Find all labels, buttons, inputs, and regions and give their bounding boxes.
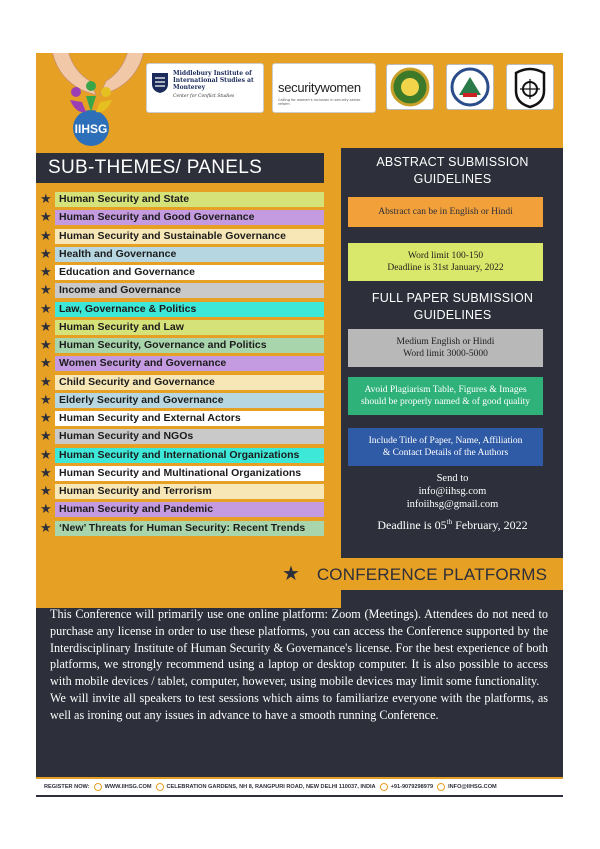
abstract-title: ABSTRACT SUBMISSION GUIDELINES (376, 155, 529, 186)
partner-seal-3 (506, 64, 554, 110)
middlebury-name: Middlebury Institute of International Studies at Monterey (173, 70, 254, 91)
plagiarism-ribbon: Avoid Plagiarism Table, Figures & Images should be properly named & of good quality (348, 377, 543, 415)
star-icon: ★ (40, 319, 52, 335)
star-icon: ★ (40, 356, 52, 372)
platforms-paragraph-2: We will invite all speakers to test sessions which aims to familiarize everyone with the platforms, as well as ironing out any issues in advance to have a smooth running Conference. (50, 690, 548, 722)
send-email-2[interactable]: infoiihsg@gmail.com (406, 499, 499, 510)
register-label: REGISTER NOW: (44, 784, 90, 790)
middlebury-logo (146, 63, 264, 113)
star-icon: ★ (40, 484, 52, 499)
subtheme-label: Child Security and Governance (55, 375, 324, 390)
securitywomen-logo (272, 63, 376, 113)
footer-email[interactable]: INFO@IIHSG.COM (448, 784, 497, 790)
subtheme-label: Human Security and Law (55, 320, 324, 335)
subtheme-label: Human Security and State (55, 192, 324, 207)
subtheme-label: Human Security and Sustainable Governance (55, 229, 324, 244)
subtheme-item (36, 392, 326, 410)
subtheme-item (36, 264, 326, 282)
fullpaper-deadline: Deadline is 05th February, 2022 (377, 518, 528, 532)
institute-seal-icon (507, 65, 553, 109)
star-icon: ★ (40, 374, 52, 390)
fullpaper-title: FULL PAPER SUBMISSION GUIDELINES (371, 291, 534, 322)
subthemes-title: SUB-THEMES/ PANELS (36, 153, 324, 183)
star-icon: ★ (544, 251, 562, 272)
send-email-1[interactable]: info@iihsg.com (418, 486, 487, 497)
abstract-language-ribbon: Abstract can be in English or Hindi (348, 197, 543, 227)
subtheme-item (36, 319, 326, 337)
subtheme-label: Human Security and Terrorism (55, 484, 324, 499)
securitywomen-tagline: Calling for women's inclusion in security sector reform (278, 98, 361, 106)
subtheme-item (36, 374, 326, 392)
shield-icon (151, 72, 169, 94)
subtheme-label: Human Security and Good Governance (55, 210, 324, 225)
star-icon: ★ (40, 228, 52, 244)
poster (36, 53, 563, 797)
footer-phone[interactable]: +91-9079298979 (390, 784, 434, 790)
subtheme-item (36, 355, 326, 373)
subtheme-item (36, 447, 326, 465)
star-icon: ★ (40, 246, 52, 262)
subtheme-label: Human Security, Governance and Politics (55, 338, 324, 353)
send-to-block (342, 472, 563, 511)
subthemes-list (36, 191, 326, 538)
college-seal-icon (447, 65, 493, 109)
star-icon: ★ (40, 392, 52, 408)
platforms-title: CONFERENCE PLATFORMS (316, 565, 548, 584)
subtheme-label: Elderly Security and Governance (55, 393, 324, 408)
platforms-body (50, 606, 548, 724)
partner-seal-1 (386, 64, 434, 110)
middlebury-center: Center for Conflict Studies (173, 94, 235, 99)
subtheme-label: Education and Governance (55, 265, 324, 280)
abstract-wordlimit-ribbon: Word limit 100-150 Deadline is 31st January, 2022 (348, 243, 543, 281)
partner-seal-2 (446, 64, 494, 110)
star-icon: ★ (40, 502, 52, 518)
securitywomen-name: securitywomen (278, 80, 361, 95)
logo-text: IIHSG (74, 122, 108, 136)
university-seal-icon (387, 65, 433, 109)
subtheme-label: Human Security and External Actors (55, 411, 324, 426)
star-icon: ★ (40, 429, 52, 445)
star-icon: ★ (40, 301, 52, 317)
subtheme-label: Human Security and International Organizations (55, 448, 324, 463)
subtheme-label: Health and Governance (55, 247, 324, 262)
subtheme-item (36, 428, 326, 446)
star-icon: ★ (40, 210, 52, 226)
subtheme-label: ‘New’ Threats for Human Security: Recent Trends (55, 521, 324, 536)
star-icon: ★ (40, 192, 52, 207)
subtheme-label: Women Security and Governance (55, 356, 324, 371)
subtheme-item (36, 301, 326, 319)
platforms-paragraph-1: This Conference will primarily use one online platform: Zoom (Meetings). Attendees do not need to purchase any license in order to use these platforms, you can access the Conference supported by the Interdisciplinary Institute of Human Security & Governance's license. For the best experience of both platforms, we strongly recommend using a laptop or desktop computer. It is also possible to access with mobile devices / tablet, computer, however, using mobile devices may limit some functionality. (50, 607, 548, 689)
fullpaper-medium-ribbon: Medium English or Hindi Word limit 3000-5000 (348, 329, 543, 367)
subtheme-item (36, 209, 326, 227)
subtheme-item (36, 246, 326, 264)
globe-icon (94, 783, 102, 791)
star-icon: ★ (40, 520, 52, 536)
subtheme-item (36, 282, 326, 300)
star-icon: ★ (40, 283, 52, 299)
subtheme-item (36, 501, 326, 519)
subtheme-item (36, 191, 326, 209)
subtheme-item (36, 520, 326, 538)
subtheme-label: Law, Governance & Politics (55, 302, 324, 317)
star-icon: ★ (40, 265, 52, 280)
location-icon (156, 783, 164, 791)
subtheme-label: Human Security and NGOs (55, 429, 324, 444)
subtheme-label: Human Security and Pandemic (55, 502, 324, 517)
star-icon: ★ (282, 561, 300, 585)
star-icon: ★ (40, 465, 52, 481)
star-icon: ★ (40, 338, 52, 353)
star-icon: ★ (40, 447, 52, 463)
footer-bar (36, 777, 563, 795)
subtheme-label: Human Security and Multinational Organizations (55, 466, 324, 481)
phone-icon (380, 783, 388, 791)
subtheme-item (36, 483, 326, 501)
footer-address: CELEBRATION GARDENS, NH 8, RANGPURI ROAD, NEW DELHI 110037, INDIA (166, 784, 376, 790)
subtheme-item (36, 465, 326, 483)
subtheme-item (36, 228, 326, 246)
email-icon (437, 783, 445, 791)
subtheme-item (36, 410, 326, 428)
star-icon: ★ (544, 436, 562, 457)
send-label: Send to (436, 473, 469, 484)
star-icon: ★ (544, 199, 562, 220)
footer-website[interactable]: WWW.IIHSG.COM (104, 784, 152, 790)
include-details-ribbon: Include Title of Paper, Name, Affiliation & Contact Details of the Authors (348, 428, 543, 466)
star-icon: ★ (40, 411, 52, 426)
star-icon: ★ (544, 337, 562, 358)
star-icon: ★ (544, 385, 562, 406)
subtheme-item (36, 337, 326, 355)
iihsg-logo (56, 78, 126, 148)
subtheme-label: Income and Governance (55, 283, 324, 298)
